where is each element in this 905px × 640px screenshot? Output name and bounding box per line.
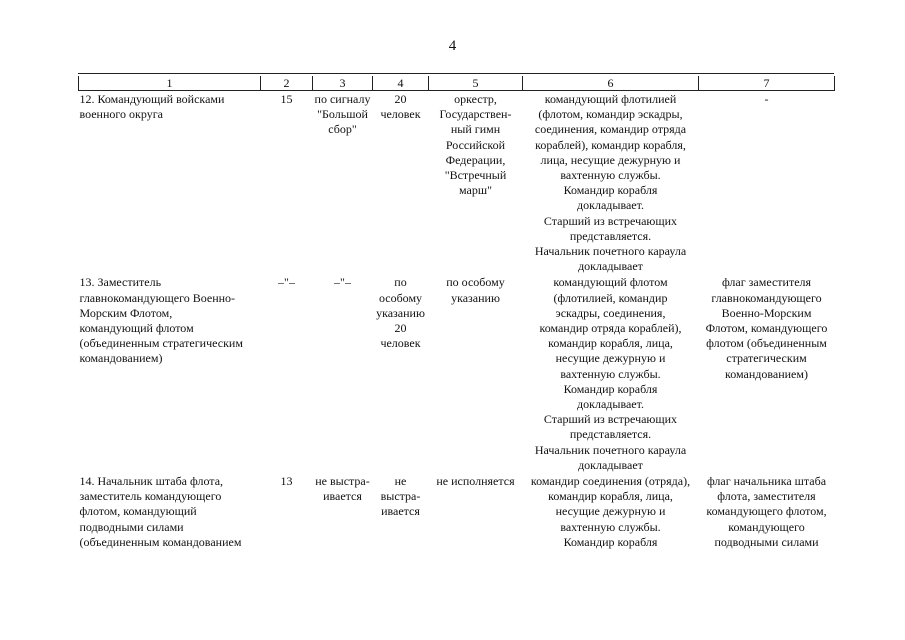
column-number: 5 — [429, 76, 523, 91]
orchestra: по особому указанию — [446, 275, 505, 305]
greeting-party: командующий флотилией (флотом, командир эскадры, соединения, командир отряда кораблей), командир корабля, лица, несущие дежурную и вахтенную службы. Командир корабля докладывает. Старший из встречающих представляется. Начальник почетного караула докладывает — [534, 92, 687, 274]
honor-guard: по особому указанию 20 человек — [376, 275, 425, 351]
position-title: 13. Заместитель главнокомандующего Военно- Морским Флотом, командующий флотом (объединенным стратегическим командованием) — [79, 275, 243, 366]
ceremony-table — [78, 76, 835, 550]
crew-formation: –"– — [334, 275, 351, 290]
honor-guard: 20 человек — [380, 92, 421, 122]
flag: флаг заместителя главнокомандующего Военно-Морским Флотом, командующего флотом (объединенным стратегическим командованием) — [705, 275, 828, 381]
honor-guard: не выстра- ивается — [380, 474, 421, 519]
table-top-rule — [78, 73, 834, 74]
column-number: 7 — [699, 76, 835, 91]
greeting-party: командующий флотом (флотилией, командир эскадры, соединения, командир отряда кораблей), командир корабля, лица, несущие дежурную и вахтенную службы. Командир корабля докладывает. Старший из встречающих представляется. Начальник почетного караула докладывает — [534, 275, 687, 472]
position-title: 14. Начальник штаба флота, заместитель командующего флотом, командующий подводными силами (объединенным командованием — [79, 474, 242, 549]
column-number: 2 — [261, 76, 313, 91]
table-row — [79, 91, 835, 275]
table-row — [79, 473, 835, 550]
crew-formation: по сигналу "Большой сбор" — [314, 92, 371, 137]
position-title: 12. Командующий войсками военного округа — [79, 92, 225, 122]
column-number: 1 — [79, 76, 261, 91]
gun-salute-count: –"– — [278, 275, 295, 290]
flag: - — [764, 92, 769, 106]
flag: флаг начальника штаба флота, заместителя командующего флотом, командующего подводными силами — [706, 474, 827, 549]
gun-salute-count: 15 — [280, 92, 293, 106]
orchestra: оркестр, Государствен- ный гимн Российской Федерации, "Встречный марш" — [439, 92, 512, 198]
gun-salute-count: 13 — [280, 474, 293, 489]
column-number: 4 — [373, 76, 429, 91]
orchestra: не исполняется — [436, 474, 515, 489]
column-number: 6 — [523, 76, 699, 91]
crew-formation: не выстра- ивается — [315, 474, 370, 504]
column-number: 3 — [313, 76, 373, 91]
table-row — [79, 274, 835, 473]
greeting-party: командир соединения (отряда), командир корабля, лица, несущие дежурную и вахтенную службы. Командир корабля — [530, 474, 691, 549]
page-number: 4 — [448, 38, 457, 54]
column-number-row — [79, 76, 835, 91]
